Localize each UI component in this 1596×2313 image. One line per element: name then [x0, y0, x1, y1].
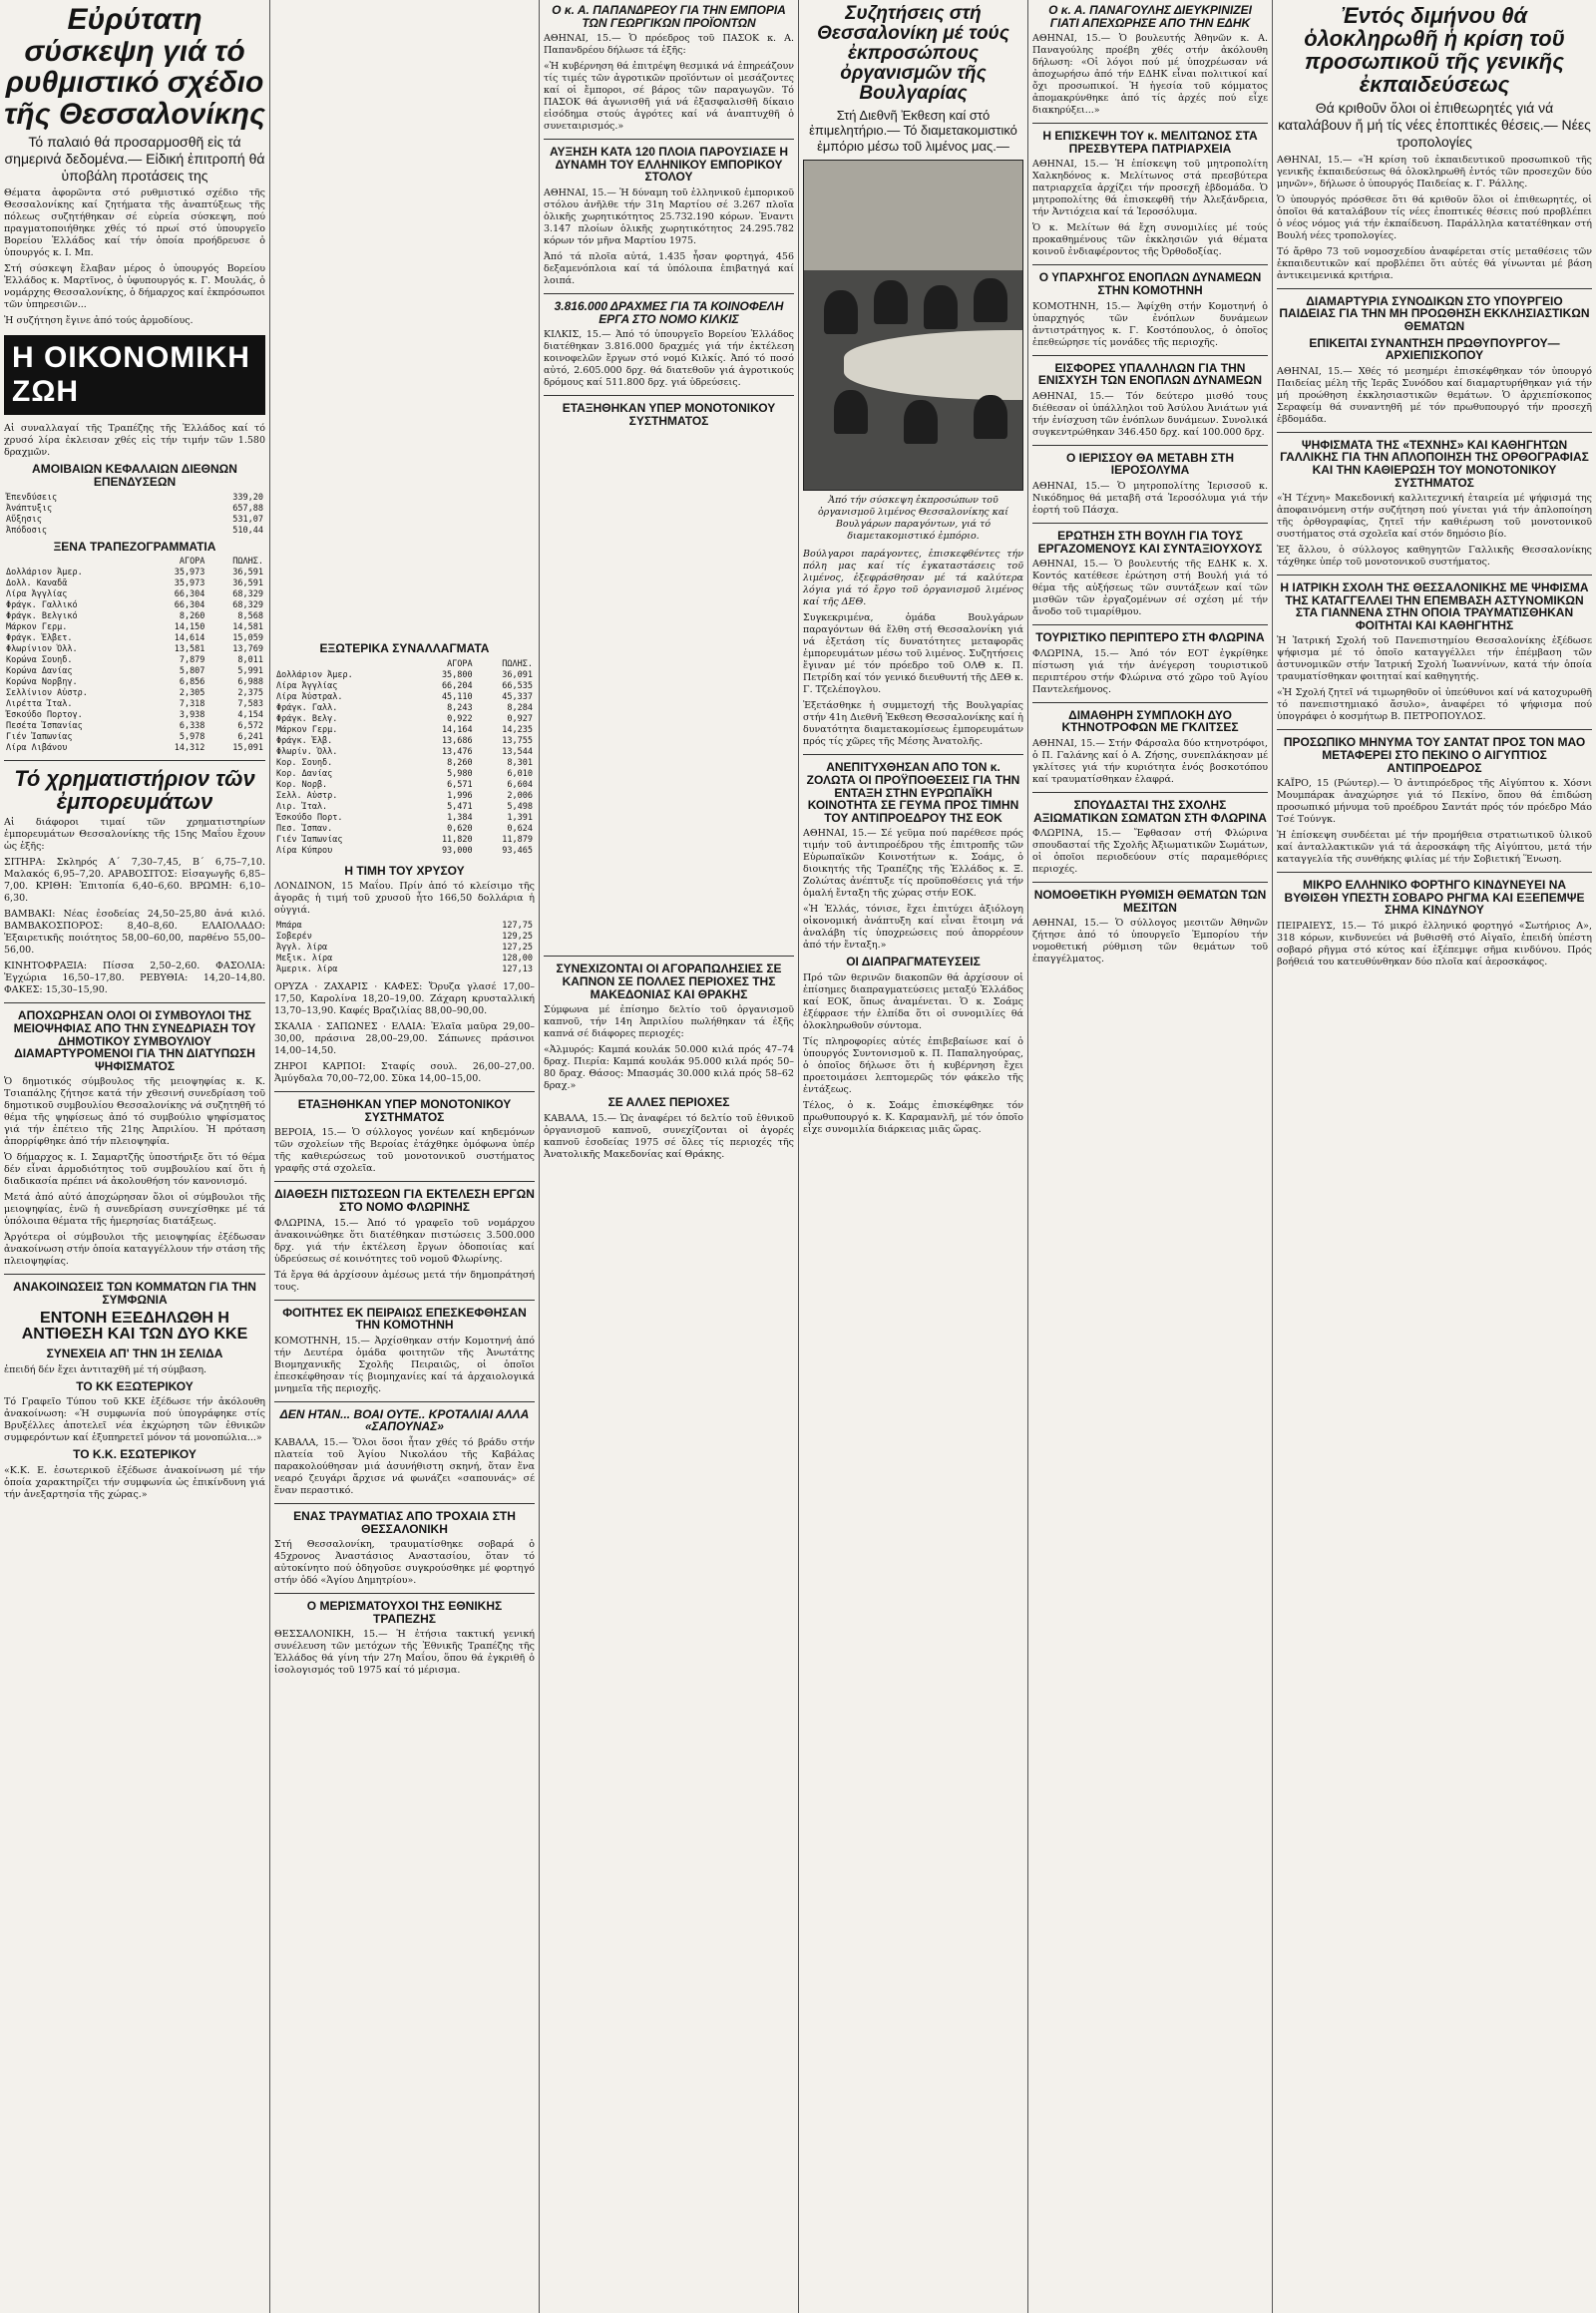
row-label: Γιέν Ἰαπωνίας [6, 732, 73, 743]
row-value: 66,304 [174, 600, 205, 611]
article-text: ΟΡΥΖΑ · ΖΑΧΑΡΙΣ · ΚΑΦΕΣ: Ὄρυζα γλασέ 17,00–17,50, Καρολίνα 18,20–19,00. Ζάχαρη κρυσταλλική 13,70–13,90. Καφές Βραζιλίας 88,00–90,00. [274, 981, 535, 1017]
table-row [4, 732, 265, 743]
row-label: Φλωρίνιον Ὁλλ. [6, 644, 78, 655]
row-label: Δολλάριον Ἀμερ. [6, 568, 83, 578]
table-row [4, 633, 265, 644]
row-value: 6,571 [447, 779, 473, 790]
article-text: «Ἀλμυρός: Καμπά κουλάκ 50.000 κιλά πρός 47–74 δραχ. Πιερία: Καμπά κουλάκ 95.000 κιλά πρός 50–80 δραχ. Θάσος: Μπασμάς 30.000 κιλά πρός 58–62 δραχ.» [544, 1044, 794, 1092]
row-value: 531,07 [232, 514, 263, 525]
table-row [4, 743, 265, 754]
continuation-note: ΣΥΝΕΧΕΙΑ ΑΠ' ΤΗΝ 1Η ΣΕΛΙΔΑ [46, 1347, 223, 1361]
row-label: Ἐπενδύσεις [6, 492, 58, 503]
article-text: Ὁ δήμαρχος κ. Ι. Σαμαρτζῆς ὑποστήριξε ὅτι τό θέμα δέν εἶναι ἁρμοδιότητος τοῦ συμβουλίου καί ὅτι ἡ διαδικασία πρέπει νά ἀκολουθήση τόν κανονισμό. [4, 1152, 265, 1188]
table-row [4, 493, 265, 504]
row-value: 339,20 [232, 492, 263, 503]
row-label: Γιέν Ἰαπωνίας [276, 834, 343, 845]
table-header: ΠΩΛΗΣ. [502, 658, 533, 669]
row-value: 129,25 [502, 932, 533, 943]
row-value: 510,44 [232, 525, 263, 536]
row-value: 11,820 [441, 834, 473, 845]
row-value: 14,614 [174, 633, 205, 644]
row-value: 13,755 [502, 735, 533, 746]
headline-synod-protest: ΔΙΑΜΑΡΤΥΡΙΑ ΣΥΝΟΔΙΚΩΝ ΣΤΟ ΥΠΟΥΡΓΕΙΟ ΠΑΙΔΕΙΑΣ ΓΙΑ ΤΗΝ ΜΗ ΠΡΟΩΘΗΣΗ ΕΚΚΛΗΣΙΑΣΤΙΚΩΝ ΘΕΜΑΤΩΝ [1279, 293, 1590, 333]
row-value: 6,604 [507, 779, 533, 790]
article-text: ΑΘΗΝΑΙ, 15.— Ὁ πρόεδρος τοῦ ΠΑΣΟΚ κ. Α. Παπανδρέου δήλωσε τά ἑξῆς: [544, 33, 794, 57]
row-label: Μεξικ. λίρα [276, 954, 333, 964]
section-title-funds: ΑΜΟΙΒΑΙΩΝ ΚΕΦΑΛΑΙΩΝ ΔΙΕΘΝΩΝ ΕΠΕΝΔΥΣΕΩΝ [32, 462, 237, 489]
row-value: 66,204 [441, 680, 473, 691]
row-label: Ἀπόδοσις [6, 525, 47, 536]
row-value: 15,091 [232, 743, 263, 754]
row-label: Φλωρίν. Ὁλλ. [276, 746, 338, 757]
row-value: 6,338 [179, 721, 205, 732]
row-value: 45,110 [441, 691, 473, 702]
article-text: ΑΘΗΝΑΙ, 15.— Χθές τό μεσημέρι ἐπισκέφθηκαν τόν ὑπουργό Παιδείας μέλη τῆς Ἱερᾶς Συνόδου καί διαμαρτυρήθηκαν γιά τήν μή προώθηση ἐκκλησιαστικῶν θεμάτων. Ὁ ἀρχιεπίσκοπος Σεραφείμ θά συναντηθῆ μέ τόν πρωθυπουργό τήν προσεχῆ ἑβδομάδα. [1277, 365, 1592, 425]
section-banner-economic-life: Η ΟΙΚΟΝΟΜΙΚΗ ΖΩΗ [4, 335, 265, 415]
row-value: 7,583 [237, 699, 263, 710]
row-label: Λίρα Κύπρου [276, 845, 333, 856]
row-value: 66,304 [174, 589, 205, 600]
article-text: ΛΟΝΔΙΝΟΝ, 15 Μαΐου. Πρίν ἀπό τό κλείσιμο τῆς ἀγορᾶς ἡ τιμή τοῦ χρυσοῦ ἦτο 166,50 δολλάρια ἡ οὐγγιά. [274, 881, 535, 917]
table-header [274, 659, 414, 670]
headline-merchant-fleet: ΑΥΞΗΣΗ ΚΑΤΑ 120 ΠΛΟΙΑ ΠΑΡΟΥΣΙΑΣΕ Η ΔΥΝΑΜΗ ΤΟΥ ΕΛΛΗΝΙΚΟΥ ΕΜΠΟΡΙΚΟΥ ΣΤΟΛΟΥ [549, 145, 789, 185]
row-value: 14,581 [232, 622, 263, 633]
section-title-gold-price: Η ΤΙΜΗ ΤΟΥ ΧΡΥΣΟΥ [344, 863, 465, 878]
row-label: Κορώνα Δανίας [6, 666, 73, 677]
row-label: Πεσέτα Ἱσπανίας [6, 721, 83, 732]
row-value: 5,980 [447, 768, 473, 779]
article-text: ΑΘΗΝΑΙ, 15.— «Ἡ κρίση τοῦ ἐκπαιδευτικοῦ προσωπικοῦ τῆς γενικῆς ἐκπαιδεύσεως θά ὁλοκληρωθῆ ἐντός τῶν προσεχῶν δύο μηνῶν», δήλωσε ὁ ὑπουργός Παιδείας κ. Γ. Ράλλης. [1277, 154, 1592, 190]
headline-monotonic: ΕΤΑΞΗΘΗΚΑΝ ΥΠΕΡ ΜΟΝΟΤΟΝΙΚΟΥ ΣΥΣΤΗΜΑΤΟΣ [562, 401, 776, 428]
row-value: 11,879 [502, 834, 533, 845]
article-text: ΖΗΡΟΙ ΚΑΡΠΟΙ: Σταφίς σουλ. 26,00–27,00. Ἀμύγδαλα 70,00–72,00. Σῦκα 14,00–15,00. [274, 1061, 535, 1085]
table-header: ΠΩΛΗΣ. [232, 557, 263, 568]
article-text: «Ἡ Ἑλλάς, τόνισε, ἔχει ἐπιτύχει ἀξιόλογη οἰκονομική ἀνάπτυξη καί εἶναι ἕτοιμη νά ἀναλάβη τίς ὑποχρεώσεις πού ἀπορρέουν ἀπό τήν ἔνταξη.» [803, 904, 1023, 952]
column-3-top [423, 0, 539, 2313]
row-value: 8,011 [237, 655, 263, 666]
row-value: 14,235 [502, 724, 533, 735]
article-text: Τέλος, ὁ κ. Σοάμς ἐπισκέφθηκε τόν πρωθυπουργό κ. Κ. Καραμανλῆ, μέ τόν ὁποῖο εἶχε συνομιλία διάρκειας μιᾶς ὥρας. [803, 1100, 1023, 1136]
headline-medical-school: Η ΙΑΤΡΙΚΗ ΣΧΟΛΗ ΤΗΣ ΘΕΣΣΑΛΟΝΙΚΗΣ ΜΕ ΨΗΦΙΣΜΑ ΤΗΣ ΚΑΤΑΓΓΕΛΛΕΙ ΤΗΝ ΕΠΕΜΒΑΣΗ ΑΣΤΥΝΟΜΙΚΩΝ ΣΤΑ ΓΙΑΝΝΕΝΑ ΣΤΗΝ ΟΠΟΙΑ ΤΡΑΥΜΑΤΙΣΘΗΚΑΝ ΦΟΙΤΗΤΑΙ ΚΑΙ ΚΑΘΗΓΗΤΗΣ [1280, 580, 1589, 632]
table-row [4, 515, 265, 526]
row-value: 6,988 [237, 677, 263, 688]
table-row [4, 526, 265, 537]
headline-deputy-chief: Ο ΥΠΑΡΧΗΓΟΣ ΕΝΟΠΛΩΝ ΔΥΝΑΜΕΩΝ ΣΤΗΝ ΚΟΜΟΤΗΝΗ [1038, 270, 1262, 297]
row-label: Ἐσκούδο Πορτ. [276, 812, 343, 823]
row-value: 3,938 [179, 710, 205, 721]
subhead: ΤΟ Κ.Κ. ΕΣΩΤΕΡΙΚΟΥ [73, 1447, 197, 1462]
foreign-notes-table [4, 557, 265, 754]
row-value: 13,544 [502, 746, 533, 757]
article-text: Ὁ κ. Μελίτων θά ἔχη συνομιλίες μέ τούς προκαθημένους τῶν ἐκκλησιῶν γιά θέματα κοινοῦ ἐνδιαφέροντος τῆς Ὀρθοδοξίας. [1032, 222, 1268, 258]
column-5 [1028, 0, 1272, 2313]
headline-ierissos: Ο ΙΕΡΙΣΣΟΥ ΘΑ ΜΕΤΑΒΗ ΣΤΗ ΙΕΡΟΣΟΛΥΜΑ [1065, 450, 1235, 478]
headline-sadat-mao: ΠΡΟΣΩΠΙΚΟ ΜΗΝΥΜΑ ΤΟΥ ΣΑΝΤΑΤ ΠΡΟΣ ΤΟΝ ΜΑΟ ΜΕΤΑΦΕΡΕΙ ΣΤΟ ΠΕΚΙΝΟ Ο ΑΙΓΥΠΤΙΟΣ ΑΝΤΙΠΡΟΕΔΡΟΣ [1283, 735, 1586, 775]
row-value: 6,241 [237, 732, 263, 743]
article-text: ΚΑΪΡΟ, 15 (Ρώυτερ).— Ὁ ἀντιπρόεδρος τῆς Αἰγύπτου κ. Χόσνι Μουμπάρακ ἀναχώρησε γιά τό Πεκίνο, ὅπου θά ἐπιδώση προσωπικό μήνυμα τοῦ προέδρου Σαντάτ πρός τόν πρόεδρο Μάο Τσέ Τούνγκ. [1277, 778, 1592, 826]
row-label: Κορ. Νορβ. [276, 779, 328, 790]
row-label: Αὔξησις [6, 514, 42, 525]
row-value: 68,329 [232, 600, 263, 611]
subhead: ΟΙ ΔΙΑΠΡΑΓΜΑΤΕΥΣΕΙΣ [846, 955, 981, 969]
headline-kke-opposition: ΕΝΤΟΝΗ ΕΞΕΔΗΛΩΘΗ Η ΑΝΤΙΘΕΣΗ ΚΑΙ ΤΩΝ ΔΥΟ ΚΚΕ [21, 1309, 248, 1344]
headline-national-bank: Ο ΜΕΡΙΣΜΑΤΟΥΧΟΙ ΤΗΣ ΕΘΝΙΚΗΣ ΤΡΑΠΕΖΗΣ [306, 1599, 503, 1626]
table-row [4, 611, 265, 622]
article-text: ΑΘΗΝΑΙ, 15.— Ὁ βουλευτής τῆς ΕΔΗΚ κ. Χ. Κοντός κατέθεσε ἐρώτηση στή Βουλή γιά τό θέμα τῆς αὐξήσεως τῶν συντάξεων καί τῶν μισθῶν τῶν ἐργαζομένων σέ σχέση μέ τήν ἄνοδο τοῦ τιμαρίθμου. [1032, 559, 1268, 618]
row-value: 13,769 [232, 644, 263, 655]
row-value: 35,973 [174, 578, 205, 589]
subhead: ΣΕ ΑΛΛΕΣ ΠΕΡΙΟΧΕΣ [607, 1095, 730, 1110]
row-label: Σελλ. Αὐστρ. [276, 790, 338, 801]
article-text: ΣΙΤΗΡΑ: Σκληρός Α΄ 7,30–7,45, Β΄ 6,75–7,10. Μαλακός 6,95–7,20. ΑΡΑΒΟΣΙΤΟΣ: Εἰσαγωγῆς 6,85–7,00. ΚΡΙΘΗ: Ἐπιτοπία 6,40–6,60. ΒΡΩΜΗ: 6,10–6,30. [4, 857, 265, 905]
row-label: Λίρα Λιβάνου [6, 743, 68, 754]
article-text: Ἡ συζήτηση ἔγινε ἀπό τούς ἁρμοδίους. [4, 315, 194, 327]
table-row [4, 568, 265, 578]
row-value: 0,620 [447, 823, 473, 834]
article-text: ΚΟΜΟΤΗΝΗ, 15.— Ἀφίχθη στήν Κομοτηνή ὁ ὑπαρχηγός τῶν ἐνόπλων δυνάμεων ἀντιστράτηγος κ. Γ. Κοστόπουλος, ὁ ὁποῖος ἐπεθεώρησε τίς μονάδες τῆς περιοχῆς. [1032, 300, 1268, 348]
row-label: Λίρα Ἀὐστραλ. [276, 691, 343, 702]
row-value: 66,535 [502, 680, 533, 691]
article-text: Βούλγαροι παράγοντες, ἐπισκεφθέντες τήν πόλη μας καί τίς ἐγκαταστάσεις τοῦ λιμένος, ἐξεφράσθησαν μέ τά καλύτερα λόγια γιά τό ἔργο τοῦ ὀργανισμοῦ λιμένος καί τῆς ΔΕΘ. [803, 549, 1023, 608]
table-row [4, 721, 265, 732]
article-text: ΦΛΩΡΙΝΑ, 15.— Ἀπό τόν ΕΟΤ ἐγκρίθηκε πίστωση γιά τήν ἀνέγερση τουριστικοῦ περιπτέρου στήν Φλώρινα στό χῶρο τοῦ Ἀγίου Παντελεήμονος. [1032, 647, 1268, 695]
row-label: Σοβερέν [276, 932, 312, 943]
row-value: 4,154 [237, 710, 263, 721]
row-label: Ἐσκούδο Πορτογ. [6, 710, 83, 721]
table-row [4, 589, 265, 600]
row-value: 8,260 [179, 611, 205, 622]
headline-brokers: ΝΟΜΟΘΕΤΙΚΗ ΡΥΘΜΙΣΗ ΘΕΜΑΤΩΝ ΤΩΝ ΜΕΣΙΤΩΝ [1033, 888, 1267, 915]
article-text: ΚΑΒΑΛΑ, 15.— Ὅλοι ὅσοι ἦταν χθές τό βράδυ στήν πλατεία τοῦ Ἁγίου Νικολάου τῆς Καβάλας παρακολούθησαν μιά ἀσυνήθιστη σκηνή, ὅταν ἕνα νεαρό ζευγάρι ἄρχισε νά φωνάζει «σαπουνάς» σέ ἕναν περαστικό. [274, 1436, 535, 1496]
article-text: Θέματα ἀφορῶντα στό ρυθμιστικό σχέδιο τῆς Θεσσαλονίκης καί ζητήματα τῆς ἀναπτύξεως τῆς πόλεως συζητήθηκαν σέ εὐρεία σύσκεψη, πού πραγματοποιήθηκε χθές τό πρωί στό ὑπουργεῖο Βορείου Ἑλλάδος καί τήν ὁποία προήδρευσε ὁ ὑπουργός κ. Ι. Μπ. [4, 188, 265, 259]
row-value: 35,973 [174, 568, 205, 578]
article-text: «Κ.Κ. Ε. ἐσωτερικοῦ ἐξέδωσε ἀνακοίνωση μέ τήν ὁποία χαρακτηρίζει τήν συμφωνία ὡς ἐπικίνδυνη γιά τήν ἀνεξαρτησία τῆς χώρας.» [4, 1464, 265, 1500]
table-row [4, 504, 265, 515]
row-label: Δολλ. Καναδᾶ [6, 578, 68, 589]
row-label: Κορ. Δανίας [276, 768, 333, 779]
column-3 [540, 0, 798, 2313]
headline-panagoulis: Ο κ. Α. ΠΑΝΑΓΟΥΛΗΣ ΔΙΕΥΚΡΙΝΙΖΕΙ ΓΙΑΤΙ ΑΠΕΧΩΡΗΣΕ ΑΠΟ ΤΗΝ ΕΔΗΚ [1048, 3, 1252, 30]
article-text: ΑΘΗΝΑΙ, 15.— Ἡ δύναμη τοῦ ἑλληνικοῦ ἐμπορικοῦ στόλου ἀνῆλθε τήν 31η Μαρτίου σέ 3.267 πλοῖα ὁλικῆς χωρητικότητος 25.732.190 κόρων. Ἐναντι 3.147 πλοίων ὁλικῆς χωρητικότητος 24.295.782 κόρων τόν μῆνα Μαρτίου 1975. [544, 187, 794, 246]
row-value: 6,572 [237, 721, 263, 732]
subheadline: Θά κριθοῦν ὅλοι οἱ ἐπιθεωρητές γιά νά καταλάβουν ἤ μή τίς νέες ἐποπτικές θέσεις.— Νέες τροπολογίες [1278, 100, 1591, 150]
headline-commodity-exchange: Τό χρηματιστήριον τῶν ἐμπορευμάτων [14, 766, 255, 815]
row-value: 35,800 [441, 669, 473, 680]
row-value: 5,807 [179, 666, 205, 677]
row-label: Λίρα Ἀγγλίας [6, 589, 68, 600]
table-row [4, 699, 265, 710]
row-value: 1,391 [507, 812, 533, 823]
row-value: 8,284 [507, 702, 533, 713]
row-label: Φράγκ. Ἑλβετ. [6, 633, 73, 644]
article-text: «Ἡ Τέχνη» Μακεδονική καλλιτεχνική ἑταιρεία μέ ψήφισμά της ἀποφαινόμενη στήν συζήτηση πού γίνεται γιά τήν ἀπλοποίηση τῆς ὀρθογραφίας, ζητεῖ τήν καθιέρωση τοῦ μονοτονικοῦ συστήματος στά σχολεῖα καί στόν δημόσιο βίο. [1277, 493, 1592, 541]
subheadline: Στή Διεθνῆ Ἐκθεση καί στό ἐπιμελητήριο.— Τό διαμετακομιστικό ἐμπόριο μέσω τοῦ λιμένος μας.— [809, 107, 1017, 154]
row-value: 657,88 [232, 503, 263, 514]
column-4 [799, 0, 1027, 2313]
headline-monotonic-veria: ΕΤΑΞΗΘΗΚΑΝ ΥΠΕΡ ΜΟΝΟΤΟΝΙΚΟΥ ΣΥΣΤΗΜΑΤΟΣ [297, 1097, 512, 1124]
article-text: Τό ἄρθρο 73 τοῦ νομοσχεδίου ἀναφέρεται στίς μεταθέσεις τῶν ἐκπαιδευτικῶν καί προβλέπει ὅτι αὐτές θά γίνωνται μέ βάση ἀντικειμενικά κριτήρια. [1277, 245, 1592, 281]
row-value: 127,13 [502, 964, 533, 975]
article-text: Τίς πληροφορίες αὐτές ἐπιβεβαίωσε καί ὁ ὑπουργός Συντονισμοῦ κ. Π. Παπαληγούρας, ὁ ὁποῖος δήλωσε ὅτι ἡ κυβέρνηση ἔχει προετοιμάσει λεπτομερῶς τόν φάκελο τῆς ἐντάξεως. [803, 1036, 1023, 1096]
row-label: Κορώνα Σουηδ. [6, 655, 73, 666]
row-value: 36,591 [232, 568, 263, 578]
headline-traffic-accident: ΕΝΑΣ ΤΡΑΥΜΑΤΙΑΣ ΑΠΟ ΤΡΟΧΑΙΑ ΣΤΗ ΘΕΣΣΑΛΟΝΙΚΗ [293, 1508, 516, 1536]
headline-bulgaria-talks: Συζητήσεις στή Θεσσαλονίκη μέ τούς ἐκπροσώπους ὀργανισμῶν τῆς Βουλγαρίας [817, 3, 1009, 104]
row-label: Σελλίνιον Αὐστρ. [6, 688, 88, 699]
article-text: Τό Γραφεῖο Τύπου τοῦ ΚΚΕ ἐξέδωσε τήν ἀκόλουθη ἀνακοίνωση: «Ἡ συμφωνία πού ὑπογράφηκε στίς Βρυξέλλες ἀποτελεῖ νέα ἐκχώρηση τῶν ἐθνικῶν συμφερόντων καί ἐξυπηρετεῖ μόνον τά μονοπώλια...» [4, 1396, 265, 1444]
row-label: Δολλάριον Ἀμερ. [276, 669, 353, 680]
article-text: ΚΟΜΟΤΗΝΗ, 15.— Ἀρχίσθηκαν στήν Κομοτηνή ἀπό τήν Δευτέρα ὁμάδα φοιτητῶν τῆς Ἀνωτάτης Βιομηχανικῆς Σχολῆς Πειραιῶς, οἱ ὁποῖοι ἐπεσκέφθησαν τίς βιομηχανίες καί τά ἀρχαιολογικά μνημεῖα τῆς περιοχῆς. [274, 1335, 535, 1394]
table-row [4, 677, 265, 688]
meeting-photo [803, 160, 1023, 491]
row-value: 13,476 [441, 746, 473, 757]
headline-thessaloniki-plan: Εὐρύτατη σύσκεψη γιά τό ρυθμιστικό σχέδιο τῆς Θεσσαλονίκης [4, 3, 265, 131]
row-value: 6,856 [179, 677, 205, 688]
article-text: ΑΘΗΝΑΙ, 15.— Ὁ μητροπολίτης Ἱερισσοῦ κ. Νικόδημος θά μεταβῆ στά Ἱεροσόλυμα γιά τήν ἑορτή τοῦ Πάσχα. [1032, 480, 1268, 516]
row-value: 7,879 [179, 655, 205, 666]
row-label: Φράγκ. Ἑλβ. [276, 735, 333, 746]
row-value: 45,337 [502, 691, 533, 702]
row-label: Μάρκον Γερμ. [276, 724, 338, 735]
photo-caption: Ἀπό τήν σύσκεψη ἐκπροσώπων τοῦ ὀργανισμοῦ λιμένος Θεσσαλονίκης καί Βουλγάρων παραγόντων, γιά τό διαμετακομιστικό ἐμπόριο. [817, 495, 1009, 543]
row-value: 1,996 [447, 790, 473, 801]
article-text: ΒΕΡΟΙΑ, 15.— Ὁ σύλλογος γονέων καί κηδεμόνων τῶν σχολείων τῆς Βεροίας ἐτάχθηκε ὁμόφωνα ὑπέρ τῆς καθιερώσεως τοῦ μονοτονικοῦ συστήματος γραφῆς στά σχολεῖα. [274, 1127, 535, 1175]
row-value: 5,978 [179, 732, 205, 743]
section-title-foreign-exchange: ΕΞΩΤΕΡΙΚΑ ΣΥΝΑΛΛΑΓΜΑΤΑ [319, 641, 490, 655]
row-value: 7,318 [179, 699, 205, 710]
row-value: 5,471 [447, 801, 473, 812]
row-label: Φράγκ. Βελγικό [6, 611, 78, 622]
headline-cadets-florina: ΣΠΟΥΔΑΣΤΑΙ ΤΗΣ ΣΧΟΛΗΣ ΑΞΙΩΜΑΤΙΚΩΝ ΣΩΜΑΤΩΝ ΣΤΗ ΦΛΩΡΙΝΑ [1033, 797, 1267, 825]
article-text: Ὁ ὑπουργός πρόσθεσε ὅτι θά κριθοῦν ὅλοι οἱ ἐπιθεωρητές, οἱ ὁποῖοι θά καταλάβουν τίς νέες ἐποπτικές θέσεις πού προβλέπει ὁ νέος νόμος γιά τήν ἐκπαίδευση. Παράλληλα κατατέθηκαν στή Βουλή νέες τροπολογίες. [1277, 193, 1592, 241]
row-value: 15,059 [232, 633, 263, 644]
article-text: Αἱ συναλλαγαί τῆς Τραπέζης τῆς Ἑλλάδος καί τό χρυσό λίρα ἐκλεισαν χθές εἰς τήν τιμήν τῶν 1.580 δραχμῶν. [4, 423, 265, 459]
headline-florina-credits: ΔΙΑΘΕΣΗ ΠΙΣΤΩΣΕΩΝ ΓΙΑ ΕΚΤΕΛΕΣΗ ΕΡΓΩΝ ΣΤΟ ΝΟΜΟ ΦΛΩΡΙΝΗΣ [274, 1187, 535, 1214]
headline-zolotas-eec: ΑΝΕΠΙΤΥΧΘΗΣΑΝ ΑΠΟ ΤΟΝ κ. ΖΟΛΩΤΑ ΟΙ ΠΡΟΫΠΟΘΕΣΕΙΣ ΓΙΑ ΤΗΝ ΕΝΤΑΞΗ ΣΤΗΝ ΕΥΡΩΠΑΪΚΗ ΚΟΙΝΟΤΗΤΑ ΣΕ ΓΕΥΜΑ ΠΡΟΣ ΤΙΜΗΝ ΤΟΥ ΑΝΤΙΠΡΟΕΔΡΟΥ ΤΗΣ ΕΟΚ [806, 760, 1020, 825]
section-title-foreign-notes: ΞΕΝΑ ΤΡΑΠΕΖΟΓΡΑΜΜΑΤΙΑ [53, 539, 216, 554]
article-text: ΚΙΝΗΤΟΦΡΑΞΙΑ: Πίσσα 2,50–2,60. ΦΑΣΟΛΙΑ: Ἐγχώρια 16,50–17,80. ΡΕΒΥΘΙΑ: 14,20–14,80. ΦΑΚΕΣ: 15,30–15,90. [4, 961, 265, 996]
table-row [4, 666, 265, 677]
headline-shepherds-fight: ΔΙΜΑΘΗΡΗ ΣΥΜΠΛΟΚΗ ΔΥΟ ΚΤΗΝΟΤΡΟΦΩΝ ΜΕ ΓΚΛΙΤΣΕΣ [1061, 707, 1239, 735]
article-text: Συγκεκριμένα, ὁμάδα Βουλγάρων παραγόντων θά ἔλθη στή Θεσσαλονίκη γιά νά ἐξετάση τίς δυνατότητες μεταφορᾶς ἐμπορευμάτων μέσω τοῦ λιμένος. Συζητήσεις ἔγιναν μέ τόν πρόεδρο τοῦ ΟΛΘ κ. Π. Πετρίδη καί τόν γενικό διευθυντή τῆς ΔΕΘ κ. Γ. Τζελέπογλου. [803, 612, 1023, 696]
row-value: 2,375 [237, 688, 263, 699]
row-value: 14,164 [441, 724, 473, 735]
row-label: Λιρέττα Ἰταλ. [6, 699, 73, 710]
table-header: ΑΓΟΡΑ [447, 658, 473, 669]
headline-education-staff: Ἐντός διμήνου θά ὁλοκληρωθῆ ἡ κρίση τοῦ προσωπικοῦ τῆς γενικῆς ἐκπαιδεύσεως [1304, 3, 1565, 98]
article-text: ΑΘΗΝΑΙ, 15.— Στήν Φάρσαλα δύο κτηνοτρόφοι, ὁ Π. Γαλάνης καί ὁ Α. Ζήσης, συνεπλάκησαν μέ γκλίτσες γιά τήν κυριότητα ἑνός βοσκοτόπου καί τραυματίσθηκαν ἐλαφρά. [1032, 737, 1268, 785]
table-row [4, 578, 265, 589]
article-text: ΑΘΗΝΑΙ, 15.— Σέ γεῦμα πού παρέθεσε πρός τιμήν τοῦ ἀντιπροέδρου τῆς ἐπιτροπῆς τῶν Εὐρωπαϊκῶν Κοινοτήτων κ. Σοάμς, ὁ διοικητής τῆς Τραπέζης τῆς Ἑλλάδος κ. Ξ. Ζολώτας ἀνέπτυξε τίς προϋποθέσεις γιά τήν ὁμαλή ἔνταξη τῆς χώρας στήν ΕΟΚ. [803, 828, 1023, 900]
row-label: Φράγκ. Γαλλικό [6, 600, 78, 611]
article-text: Ἐξ ἄλλου, ὁ σύλλογος καθηγητῶν Γαλλικῆς Θεσσαλονίκης τάχθηκε ὑπέρ τοῦ μονοτονικοῦ συστήματος. [1277, 545, 1592, 569]
article-text: «Ἡ Σχολή ζητεῖ νά τιμωρηθοῦν οἱ ὑπεύθυνοι καί νά κατοχυρωθῆ τό πανεπιστημιακό ἄσυλο», ἀναφέρει τό ψήφισμα πού ὑπογράφει ὁ κοσμήτωρ Β. ΠΕΤΡΟΠΟΥΛΟΣ. [1277, 687, 1592, 723]
headline-tourist-pavilion: ΤΟΥΡΙΣΤΙΚΟ ΠΕΡΙΠΤΕΡΟ ΣΤΗ ΦΛΩΡΙΝΑ [1035, 630, 1265, 645]
row-value: 2,305 [179, 688, 205, 699]
row-value: 127,75 [502, 921, 533, 932]
headline-party-announcements: ΑΝΑΚΟΙΝΩΣΕΙΣ ΤΩΝ ΚΟΜΜΑΤΩΝ ΓΙΑ ΤΗΝ ΣΥΜΦΩΝΙΑ [13, 1280, 256, 1307]
headline-minority-walkout: ΑΠΟΧΩΡΗΣΑΝ ΟΛΟΙ ΟΙ ΣΥΜΒΟΥΛΟΙ ΤΗΣ ΜΕΙΟΨΗΦΙΑΣ ΑΠΟ ΤΗΝ ΣΥΝΕΔΡΙΑΣΗ ΤΟΥ ΔΗΜΟΤΙΚΟΥ ΣΥΜΒΟΥΛΙΟΥ ΔΙΑΜΑΡΤΥΡΟΜΕΝΟΙ ΓΙΑ ΤΗΝ ΔΙΑΤΥΠΩΣΗ ΨΗΦΙΣΜΑΤΟΣ [13, 1008, 256, 1073]
article-text: ΒΑΜΒΑΚΙ: Νέας ἐσοδείας 24,50–25,80 ἀνά κιλό. ΒΑΜΒΑΚΟΣΠΟΡΟΣ: 8,40–8,60. ΕΛΑΙΟΛΑΔΟ: Ἐξαιρετικῆς ποιότητος 58,00–60,00, παρθένο 55,00–56,00. [4, 909, 265, 957]
article-text: ΚΑΒΑΛΑ, 15.— Ὡς ἀναφέρει τό δελτίο τοῦ ἐθνικοῦ ὀργανισμοῦ καπνοῦ, συνεχίζονται οἱ ἀγορές καπνοῦ ἐσοδείας 1975 σέ ὅλες τίς περιοχές τῆς Ἀνατολικῆς Μακεδονίας καί Θράκης. [544, 1112, 794, 1160]
table-row [4, 688, 265, 699]
row-label: Μάρκον Γερμ. [6, 622, 68, 633]
headline-parliament-question: ΕΡΩΤΗΣΗ ΣΤΗ ΒΟΥΛΗ ΓΙΑ ΤΟΥΣ ΕΡΓΑΖΟΜΕΝΟΥΣ ΚΑΙ ΣΥΝΤΑΞΙΟΥΧΟΥΣ [1037, 528, 1263, 556]
row-value: 8,260 [447, 757, 473, 768]
headline-freighter-danger: ΜΙΚΡΟ ΕΛΛΗΝΙΚΟ ΦΟΡΤΗΓΟ ΚΙΝΔΥΝΕΥΕΙ ΝΑ ΒΥΘΙΣΘΗ ΥΠΕΣΤΗ ΣΟΒΑΡΟ ΡΗΓΜΑ ΚΑΙ ΕΞΕΠΕΜΨΕ ΣΗΜΑ ΚΙΝΔΥΝΟΥ [1284, 878, 1585, 918]
article-text: Στή σύσκεψη ἔλαβαν μέρος ὁ ὑπουργός Βορείου Ἑλλάδος κ. Μαρτῖνος, ὁ ὑφυπουργός κ. Γ. Μουλάς, ὁ νομάρχης Θεσσαλονίκης, ὁ δήμαρχος καί ἐκπρόσωποι τῶν ὑπηρεσιῶν... [4, 263, 265, 311]
row-label: Φράγκ. Βελγ. [276, 713, 338, 724]
article-text: ΑΘΗΝΑΙ, 15.— Ἡ ἐπίσκεψη τοῦ μητροπολίτη Χαλκηδόνος κ. Μελίτωνος στά πρεσβύτερα πατριαρχεῖα ἀρχίζει τήν προσεχῆ ἑβδομάδα. Ὁ μητροπολίτης θά ἐπισκεφθῆ τήν Ἀλεξάνδρεια, τήν Ἀντιόχεια καί τά Ἱεροσόλυμα. [1032, 159, 1268, 218]
row-value: 13,686 [441, 735, 473, 746]
article-text: Στή Θεσσαλονίκη, τραυματίσθηκε σοβαρά ὁ 45χρονος Ἀναστάσιος Αναστασίου, ὅταν τό αὐτοκίνητο πού ὁδηγοῦσε συγκρούσθηκε μέ φορτηγό στήν ὁδό «Ἁγίου Δημητρίου». [274, 1539, 535, 1587]
headline-contributions: ΕΙΣΦΟΡΕΣ ΥΠΑΛΛΗΛΩΝ ΓΙΑ ΤΗΝ ΕΝΙΣΧΥΣΗ ΤΩΝ ΕΝΟΠΛΩΝ ΔΥΝΑΜΕΩΝ [1037, 360, 1263, 388]
article-text: ΦΛΩΡΙΝΑ, 15.— Ἔφθασαν στή Φλώρινα σπουδασταί τῆς Σχολῆς Ἀξιωματικῶν Σωμάτων, οἱ ὁποῖοι περιοδεύουν στίς παραμεθόριες περιοχές. [1032, 828, 1268, 876]
headline-kavala-soap: ΔΕΝ ΗΤΑΝ... ΒΟΑΙ ΟΥΤΕ.. ΚΡΟΤΑΛΙΑΙ ΑΛΛΑ «ΣΑΠΟΥΝΑΣ» [279, 1406, 530, 1434]
table-row [4, 622, 265, 633]
article-text: Ἡ ἐπίσκεψη συνδέεται μέ τήν προμήθεια στρατιωτικοῦ ὑλικοῦ καί ἀνταλλακτικῶν γιά τά ἀεροσκάφη τῆς Αἰγύπτου, μετά τήν καταγγελία τῆς συνθήκης φιλίας μέ τήν Σοβιετική Ἕνωση. [1277, 830, 1592, 866]
row-value: 0,922 [447, 713, 473, 724]
article-text: Σύμφωνα μέ ἐπίσημο δελτίο τοῦ ὀργανισμοῦ καπνοῦ, τήν 14η Ἀπριλίου πωλήθηκαν τά ἑξῆς καπνά σέ διάφορες περιοχές: [544, 1004, 794, 1040]
row-value: 5,498 [507, 801, 533, 812]
subheadline: Τό παλαιό θά προσαρμοσθῆ εἰς τά σημερινά δεδομένα.— Εἰδική ἐπιτροπή θά ὑποβάλη προτάσεις της [4, 134, 265, 184]
row-label: Λιρ. Ἰταλ. [276, 801, 328, 812]
article-text: ΑΘΗΝΑΙ, 15.— Τόν δεύτερο μισθό τους διέθεσαν οἱ ὑπάλληλοι τοῦ Ἀσύλου Ἀνιάτων γιά τήν ἐνίσχυση τῶν ἐνόπλων δυνάμεων. Συνολικά συγκεντρώθηκαν 346.450 δρχ. καί 100.000 δρχ. [1032, 390, 1268, 438]
row-value: 2,006 [507, 790, 533, 801]
row-value: 128,00 [502, 954, 533, 964]
headline-techni-resolution: ΨΗΦΙΣΜΑΤΑ ΤΗΣ «ΤΕΧΝΗΣ» ΚΑΙ ΚΑΘΗΓΗΤΩΝ ΓΑΛΛΙΚΗΣ ΓΙΑ ΤΗΝ ΑΠΛΟΠΟΙΗΣΗ ΤΗΣ ΟΡΘΟΓΡΑΦΙΑΣ ΚΑΙ ΤΗΝ ΚΑΘΙΕΡΩΣΗ ΤΟΥ ΜΟΝΟΤΟΝΙΚΟΥ ΣΥΣΤΗΜΑΤΟΣ [1280, 437, 1589, 490]
article-text: Πρό τῶν θερινῶν διακοπῶν θά ἀρχίσουν οἱ ἐπίσημες διαπραγματεύσεις μεταξύ Ἑλλάδος καί ΕΟΚ, ὅπως ἀναμένεται. Ὁ κ. Σοάμς ἐξέφρασε τήν ἐλπίδα ὅτι οἱ συνομιλίες θά ὁλοκληρωθοῦν σύντομα. [803, 972, 1023, 1032]
row-label: Μπάρα [276, 921, 302, 932]
article-text: Τά ἔργα θά ἀρχίσουν ἀμέσως μετά τήν δημοπράτησή τους. [274, 1269, 535, 1293]
article-text: «Ἡ κυβέρνηση θά ἐπιτρέψη θεσμικά νά ἐπηρεάζουν τίς τιμές τῶν ἀγροτικῶν προϊόντων οἱ μεσάζοντες καί οἱ ἔμποροι, σέ βάρος τῶν παραγωγῶν. Τό ΠΑΣΟΚ θά ἀγωνισθῆ γιά νά ἐξασφαλισθῆ δίκαιο εἰσόδημα στούς ἀγρότες καί νά ἀναπτυχθῆ ὁ συνεταιρισμός.» [544, 61, 794, 133]
row-value: 93,465 [502, 845, 533, 856]
article-text: Ἀπό τά πλοῖα αὐτά, 1.435 ἦσαν φορτηγά, 456 δεξαμενόπλοια καί τά ὑπόλοιπα ἐπιβατηγά καί λοιπά. [544, 250, 794, 286]
row-label: Ἀνάπτυξις [6, 503, 53, 514]
table-row [4, 644, 265, 655]
article-text: ΑΘΗΝΑΙ, 15.— Ὁ σύλλογος μεσιτῶν Ἀθηνῶν ζήτησε ἀπό τό ὑπουργεῖο Ἐμπορίου τήν νομοθετική ρύθμιση τῶν θεμάτων τοῦ ἐπαγγέλματος. [1032, 918, 1268, 965]
row-value: 1,384 [447, 812, 473, 823]
row-value: 13,581 [174, 644, 205, 655]
row-value: 8,568 [237, 611, 263, 622]
row-value: 36,091 [502, 669, 533, 680]
table-row [4, 600, 265, 611]
headline-pm-archbishop: ΕΠΙΚΕΙΤΑΙ ΣΥΝΑΝΤΗΣΗ ΠΡΩΘΥΠΟΥΡΓΟΥ—ΑΡΧΙΕΠΙΣΚΟΠΟΥ [1309, 335, 1560, 363]
article-text: ΣΚΑΛΙΑ · ΣΑΠΩΝΕΣ · ΕΛΑΙΑ: Ἐλαῖα μαῦρα 29,00–30,00, πράσινα 28,00–29,00. Σάπωνες πράσινοι 14,00–14,50. [274, 1021, 535, 1057]
article-text: Ὁ δημοτικός σύμβουλος τῆς μειοψηφίας κ. Κ. Τσιαπάλης ζήτησε κατά τήν χθεσινή συνεδρίαση τοῦ δημοτικοῦ συμβουλίου Θεσσαλονίκης νά συζητηθῆ τό θέμα τῆς ψηφίσεως ἀπό τό συμβούλιο ψηφίσματος γιά τήν ἐπέτειο τῆς 21ης Ἀπριλίου. Ἡ πρόταση ἀπορρίφθηκε ἀπό τήν πλειοψηφία. [4, 1076, 265, 1148]
row-value: 5,991 [237, 666, 263, 677]
row-value: 0,624 [507, 823, 533, 834]
row-label: Κορώνα Νορβηγ. [6, 677, 78, 688]
row-value: 14,312 [174, 743, 205, 754]
article-text: Μετά ἀπό αὐτό ἀποχώρησαν ὅλοι οἱ σύμβουλοι τῆς μειοψηφίας, ἐνῶ ἡ συνεδρίαση συνεχίσθηκε μέ τά ὑπόλοιπα θέματα τῆς ἡμερησίας διατάξεως. [4, 1192, 265, 1228]
article-text: ΦΛΩΡΙΝΑ, 15.— Ἀπό τό γραφεῖο τοῦ νομάρχου ἀνακοινώθηκε ὅτι διατέθηκαν πιστώσεις 3.500.000 δρχ. γιά τήν ἐκτέλεση ἔργων ὁδοποιίας καί ὑδρεύσεως σέ κοινότητες τοῦ νομοῦ Φλωρίνης. [274, 1217, 535, 1265]
headline-papandreou: Ο κ. Α. ΠΑΠΑΝΔΡΕΟΥ ΓΙΑ ΤΗΝ ΕΜΠΟΡΙΑ ΤΩΝ ΓΕΩΡΓΙΚΩΝ ΠΡΟΪΟΝΤΩΝ [552, 3, 786, 30]
row-label: Ἀμερικ. λίρα [276, 964, 338, 975]
row-label: Πεσ. Ἱσπαν. [276, 823, 333, 834]
article-text: Ἀργότερα οἱ σύμβουλοι τῆς μειοψηφίας ἐξέδωσαν ἀνακοίνωση στήν ὁποία καταγγέλλουν τήν στάση τῆς πλειοψηφίας. [4, 1232, 265, 1268]
article-text: Ἐξετάσθηκε ἡ συμμετοχή τῆς Βουλγαρίας στήν 41η Διεθνῆ Ἐκθεση Θεσσαλονίκης καί ἡ δυνατότητα διαμετακομίσεως ἐμπορευμάτων πρός τίς χῶρες τῆς Μέσης Ἀνατολῆς. [803, 700, 1023, 748]
table-header: ΑΓΟΡΑ [179, 557, 205, 568]
row-value: 6,010 [507, 768, 533, 779]
table-row [4, 655, 265, 666]
article-text: ΘΕΣΣΑΛΟΝΙΚΗ, 15.— Ἡ ἐτήσια τακτική γενική συνέλευση τῶν μετόχων τῆς Ἐθνικῆς Τραπέζης τῆς Ἑλλάδος θά γίνη τήν 27η Μαΐου, ὅπου θά ἐγκριθῆ ὁ ἰσολογισμός τοῦ 1975 καί τό μέρισμα. [274, 1629, 535, 1677]
row-value: 0,927 [507, 713, 533, 724]
row-value: 14,150 [174, 622, 205, 633]
row-label: Λίρα Ἀγγλίας [276, 680, 338, 691]
article-text: ΠΕΙΡΑΙΕΥΣ, 15.— Τό μικρό ἑλληνικό φορτηγό «Σωτήριος Α», 318 κόρων, κινδυνεύει νά βυθισθῆ στό Αἰγαῖο, ἐπειδή ὑπέστη σοβαρό ρῆγμα στό κύτος καί ἐξέπεμψε σῆμα κινδύνου. Πρός βοήθειά του κατευθύνθηκαν δύο πλοῖα καί ἀεροσκάφος. [1277, 921, 1592, 968]
subhead: ΤΟ ΚΚ ΕΞΩΤΕΡΙΚΟΥ [76, 1378, 194, 1393]
article-text: Αἱ διάφοροι τιμαί τῶν χρηματιστηρίων ἐμπορευμάτων Θεσσαλονίκης τῆς 15ης Μαΐου ἔχουν ὡς ἑξῆς: [4, 817, 265, 853]
article-text: Ἡ Ἰατρική Σχολή τοῦ Πανεπιστημίου Θεσσαλονίκης ἐξέδωσε ψήφισμα μέ τό ὁποῖο καταγγέλλει τήν ἐπέμβαση τῶν ἀστυνομικῶν στήν Ἰατρική Σχολή Ἰωαννίνων, κατά τήν ὁποία τραυματίσθηκαν φοιτηταί καί καθηγητής. [1277, 635, 1592, 683]
row-value: 93,000 [441, 845, 473, 856]
column-6 [1273, 0, 1596, 2313]
row-label: Φράγκ. Γαλλ. [276, 702, 338, 713]
headline-meliton-visit: Η ΕΠΙΣΚΕΨΗ ΤΟΥ κ. ΜΕΛΙΤΩΝΟΣ ΣΤΑ ΠΡΕΣΒΥΤΕΡΑ ΠΑΤΡΙΑΡΧΕΙΑ [1042, 129, 1258, 156]
article-text: ΚΙΛΚΙΣ, 15.— Ἀπό τό ὑπουργεῖο Βορείου Ἑλλάδος διατέθηκαν 3.816.000 δραχμές γιά τήν ἐκτέλεση κοινοφελῶν ἔργων στό νομό Κιλκίς. Ἀπό τό ποσό αὐτό, 2.605.000 δρχ. θά διατεθοῦν γιά ἀγροτικούς δρόμους καί 511.800 δρχ. γιά ὑδρεύσεις. [544, 329, 794, 389]
table-row [4, 710, 265, 721]
row-value: 127,25 [502, 943, 533, 954]
funds-table [4, 493, 265, 537]
article-text: ΑΘΗΝΑΙ, 15.— Ὁ βουλευτής Ἀθηνῶν κ. Α. Παναγούλης προέβη χθές στήν ἀκόλουθη δήλωση: «Οἱ λόγοι πού μέ ὑποχρέωσαν νά ἀποχωρήσω ἀπό τήν ΕΔΗΚ εἶναι πολιτικοί καί ὄχι προσωπικοί. Ἡ ἡγεσία τοῦ κόμματος ἀπομακρύνθηκε ἀπό τίς ἀρχές πού εἶχε διακηρύξει...» [1032, 33, 1268, 117]
row-label: Ἀγγλ. λίρα [276, 943, 328, 954]
row-value: 68,329 [232, 589, 263, 600]
headline-tobacco-sales: ΣΥΝΕΧΙΖΟΝΤΑΙ ΟΙ ΑΓΟΡΑΠΩΛΗΣΙΕΣ ΣΕ ΚΑΠΝΟΝ ΣΕ ΠΟΛΛΕΣ ΠΕΡΙΟΧΕΣ ΤΗΣ ΜΑΚΕΔΟΝΙΑΣ ΚΑΙ ΘΡΑΚΗΣ [556, 962, 782, 1001]
row-value: 36,591 [232, 578, 263, 589]
row-value: 8,301 [507, 757, 533, 768]
column-1 [0, 0, 269, 2313]
article-text: ἐπειδή δέν ἔχει ἀντιταχθῆ μέ τή σύμβαση. [4, 1363, 207, 1375]
table-header [4, 557, 149, 568]
row-label: Κορ. Σουηδ. [276, 757, 333, 768]
headline-students-komotini: ΦΟΙΤΗΤΕΣ ΕΚ ΠΕΙΡΑΙΩΣ ΕΠΕΣΚΕΦΘΗΣΑΝ ΤΗΝ ΚΟΜΟΤΗΝΗ [282, 1305, 527, 1333]
headline-kilkis-works: 3.816.000 ΔΡΑΧΜΕΣ ΓΙΑ ΤΑ ΚΟΙΝΟΦΕΛΗ ΕΡΓΑ ΣΤΟ ΝΟΜΟ ΚΙΛΚΙΣ [554, 298, 784, 326]
row-value: 8,243 [447, 702, 473, 713]
